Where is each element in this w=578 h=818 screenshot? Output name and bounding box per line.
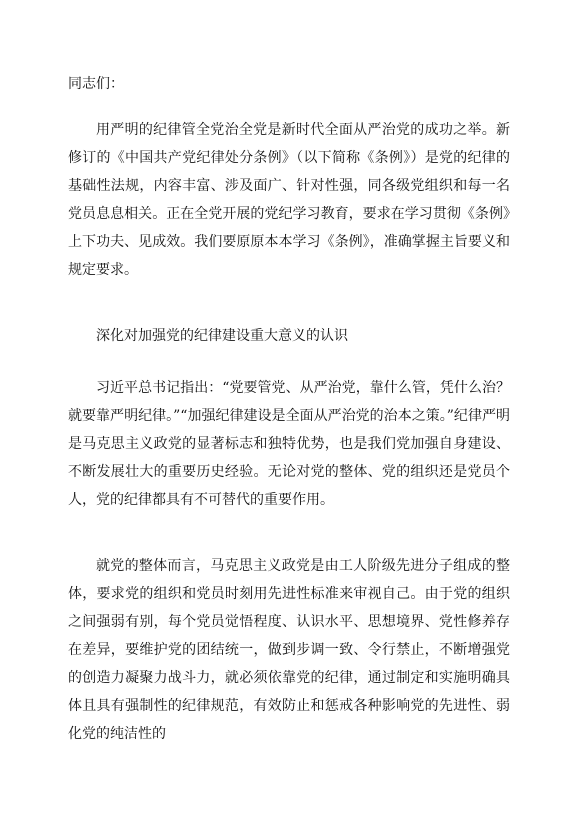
- whole-party-paragraph: 就党的整体而言，马克思主义政党是由工人阶级先进分子组成的整体，要求党的组织和党员时刻用先进性标准来审视自己。由于党的组织之间强弱有别，每个党员觉悟程度、认识水平、思想境界、党性修养存在差异，要维护党的团结统一，做到步调一致、令行禁止，不断增强党的创造力凝聚力战斗力，就必须依靠党的纪律，通过制定和实施明确具体且具有强制性的纪律规范，有效防止和惩戒各种影响党的先进性、弱化党的纯洁性的: [68, 558, 510, 742]
- section-heading: 深化对加强党的纪律建设重大意义的认识: [96, 328, 348, 344]
- intro-paragraph: 用严明的纪律管全党治全党是新时代全面从严治党的成功之举。新修订的《中国共产党纪律处分条例》（以下简称《条例》）是党的纪律的基础性法规，内容丰富、涉及面广、针对性强，同各级党组织和每一名党员息息相关。正在全党开展的党纪学习教育，要求在学习贯彻《条例》上下功夫、见成效。我们要原原本本学习《条例》，准确掌握主旨要义和规定要求。: [68, 122, 510, 278]
- salutation: 同志们：: [68, 76, 124, 92]
- quote-paragraph: 习近平总书记指出：“党要管党、从严治党，靠什么管，凭什么治？就要靠严明纪律。”“加强纪律建设是全面从严治党的治本之策。”纪律严明是马克思主义政党的显著标志和独特优势，也是我们党加强自身建设、不断发展壮大的重要历史经验。无论对党的整体、党的组织还是党员个人，党的纪律都具有不可替代的重要作用。: [68, 380, 510, 508]
